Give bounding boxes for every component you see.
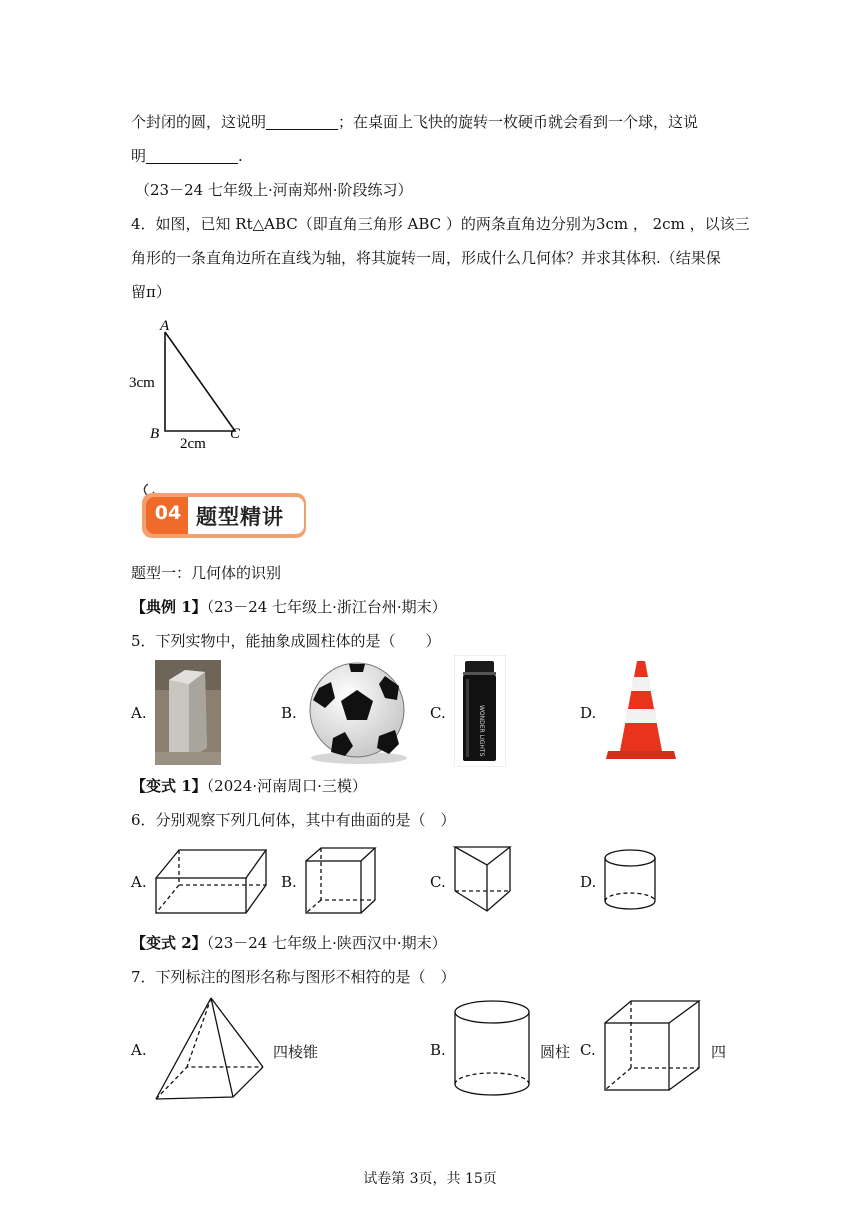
q5-option-a[interactable]: A. [131,704,147,722]
pyramid-figure [153,994,269,1104]
vertex-c-label: C [230,426,241,442]
vertex-a-label: A [160,318,170,334]
q3-line2: 明 . [131,147,243,165]
variant2-header: 【变式 2】（23－24 七年级上·陕西汉中·期末） [131,934,447,952]
page-footer: 试卷第 3页，共 15页 [363,1171,497,1187]
answer-blank-2[interactable] [146,147,238,164]
cylinder-figure [602,847,658,913]
q5-option-b[interactable]: B. [281,704,297,722]
q7-option-a[interactable]: A. [131,1041,147,1059]
q7-question: 7．下列标注的图形名称与图形不相符的是（ ） [131,968,456,986]
q4-line2: 角形的一条直角边所在直线为轴，将其旋转一周，形成什么几何体？并求其体积.（结果保 [131,249,721,267]
q3-line1: 个封闭的圆，这说明 ；在桌面上飞快的旋转一枚硬币就会看到一个球，这说 [131,113,699,131]
q6-option-c[interactable]: C. [430,873,446,891]
q6-option-b[interactable]: B. [281,873,297,891]
variant2-tag: 【变式 2】 [131,934,207,952]
vertex-b-label: B [150,426,160,442]
triangle-figure [126,314,256,454]
q4-line1: 4．如图，已知 Rt△ABC（即直角三角形 ABC ）的两条直角边分别为3cm ， 2cm ，以该三 [131,215,750,233]
type-heading: 题型一：几何体的识别 [131,564,282,582]
section-badge [140,480,308,540]
side-ab-label: 3cm [129,375,155,391]
q6-option-a[interactable]: A. [131,873,147,891]
triangular-prism-figure [452,843,514,915]
q5-question: 5．下列实物中，能抽象成圆柱体的是（ ） [131,632,441,650]
traffic-cone-image [604,657,678,767]
q4-line3: 留π） [131,283,171,301]
source-q4: （23－24 七年级上·河南郑州·阶段练习） [135,181,413,199]
q6-question: 6．分别观察下列几何体，其中有曲面的是（ ） [131,811,456,829]
variant1-header: 【变式 1】（2024·河南周口·三模） [131,777,367,795]
variant1-tag: 【变式 1】 [131,777,207,795]
cylinder-figure-2 [452,998,532,1100]
q6-option-d[interactable]: D. [580,873,597,891]
q5-option-d[interactable]: D. [580,704,597,722]
q7-name-b: 圆柱 [540,1043,571,1061]
bottle-brand-text: WONDER LIGHTS [478,705,485,757]
soccer-ball-image [305,660,409,766]
example1-tag: 【典例 1】 [131,598,207,616]
stone-prism-image [155,660,221,765]
q7-option-b[interactable]: B. [430,1041,446,1059]
q7-name-c: 四 [711,1043,727,1061]
cuboid-figure [153,846,269,916]
q7-name-a: 四棱锥 [273,1043,319,1061]
answer-blank-1[interactable] [266,113,338,130]
q5-option-c[interactable]: C. [430,704,446,722]
section-title: 题型精讲 [196,505,284,529]
side-bc-label: 2cm [180,436,206,452]
cube-figure [303,845,379,915]
cube-figure-2 [602,998,704,1094]
q7-option-c[interactable]: C. [580,1041,596,1059]
example1-header: 【典例 1】（23－24 七年级上·浙江台州·期末） [131,598,447,616]
thermos-bottle-image [454,655,506,767]
section-number: 04 [154,502,182,524]
